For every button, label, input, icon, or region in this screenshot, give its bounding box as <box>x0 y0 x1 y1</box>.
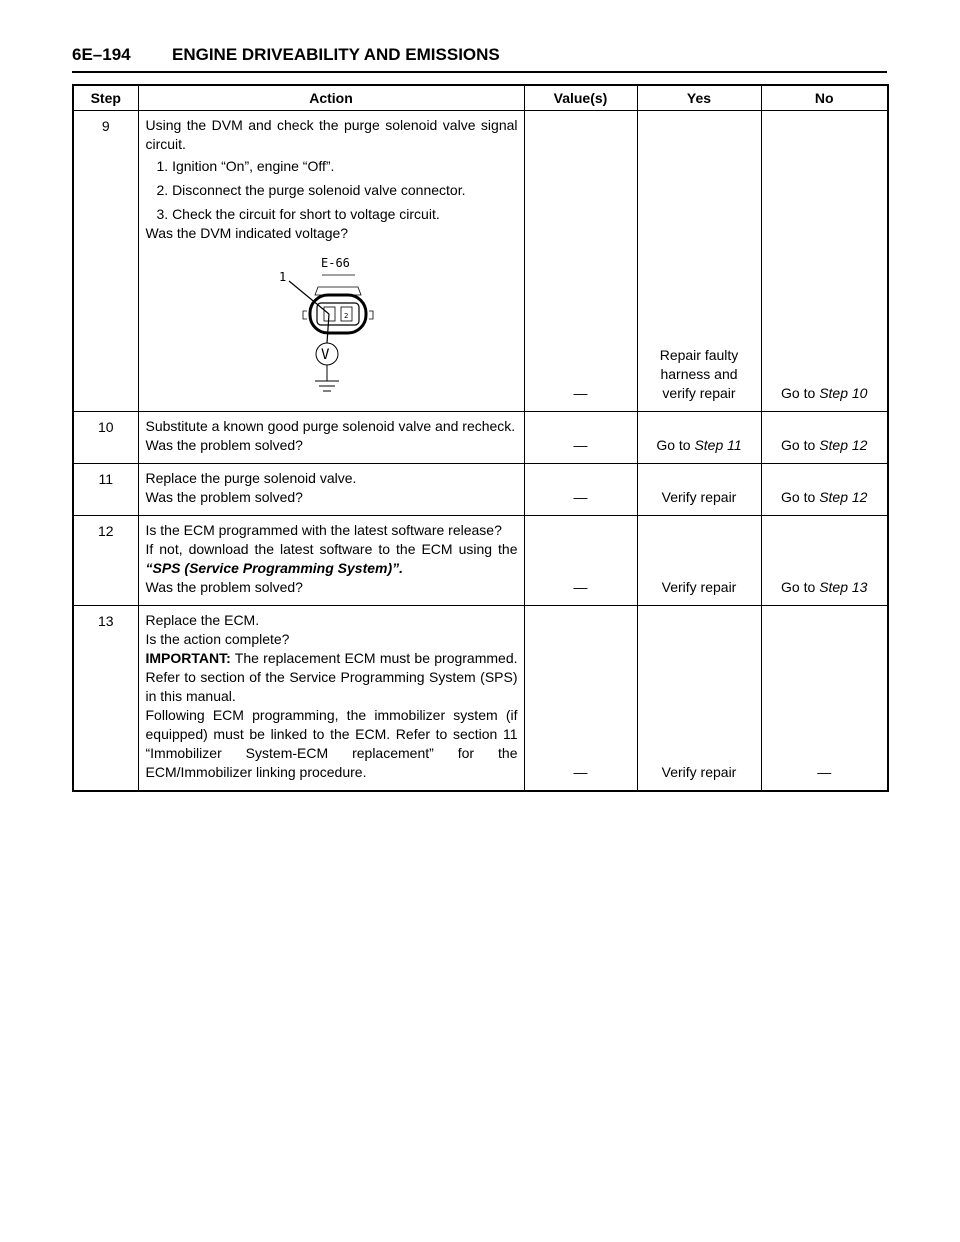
step-number: 10 <box>73 412 138 464</box>
no-cell <box>761 412 888 464</box>
step-number: 9 <box>73 111 138 412</box>
action-cell <box>138 516 524 606</box>
action-text: Replace the ECM. <box>145 612 260 628</box>
values-cell: — <box>524 412 637 464</box>
step-reference: Step 13 <box>819 579 868 595</box>
action-question: Is the action complete? <box>145 631 290 647</box>
table-row-step-10 <box>73 412 888 464</box>
values-cell: — <box>524 516 637 606</box>
table-row-step-11 <box>73 464 888 516</box>
no-prefix: Go to <box>781 579 820 595</box>
pin-2-label: 2 <box>343 312 348 320</box>
action-text: Is the ECM programmed with the latest software release? <box>145 522 502 538</box>
list-item: 2. Disconnect the purge solenoid valve connector. <box>156 182 466 198</box>
step-reference: Step 11 <box>694 437 742 453</box>
header-line <box>72 44 887 66</box>
action-cell <box>138 111 524 412</box>
step-number: 12 <box>73 516 138 606</box>
action-question: Was the problem solved? <box>145 489 303 505</box>
column-header-values: Value(s) <box>524 85 637 111</box>
no-cell: — <box>761 606 888 792</box>
section-title: ENGINE DRIVEABILITY AND EMISSIONS <box>172 45 500 64</box>
column-header-yes: Yes <box>637 85 761 111</box>
no-prefix: Go to <box>781 489 820 505</box>
table-row-step-13 <box>73 606 888 792</box>
pin-1-label: 1 <box>278 270 286 284</box>
action-question: Was the DVM indicated voltage? <box>145 225 349 241</box>
values-cell: — <box>524 606 637 792</box>
step-number: 13 <box>73 606 138 792</box>
list-item: 3. Check the circuit for short to voltage circuit. <box>156 206 440 222</box>
action-text: Replace the purge solenoid valve. <box>145 470 357 486</box>
no-cell <box>761 111 888 412</box>
step-reference: Step 12 <box>819 437 868 453</box>
no-cell <box>761 464 888 516</box>
yes-text: Repair faulty harness and verify repair <box>659 347 739 401</box>
action-cell <box>138 464 524 516</box>
action-intro: Using the DVM and check the purge solenoid valve signal circuit. <box>145 117 518 152</box>
column-header-action: Action <box>138 85 524 111</box>
values-cell: — <box>524 111 637 412</box>
header-rule <box>72 71 887 73</box>
no-prefix: Go to <box>781 385 820 401</box>
pin-1-terminal <box>324 307 335 321</box>
column-header-step: Step <box>73 85 138 111</box>
action-instruction <box>146 540 518 578</box>
column-header-no: No <box>761 85 888 111</box>
yes-prefix: Go to <box>656 437 695 453</box>
yes-cell: Verify repair <box>637 464 761 516</box>
action-cell <box>138 412 524 464</box>
values-cell: — <box>524 464 637 516</box>
important-label: IMPORTANT: <box>145 650 231 666</box>
diagnostic-steps-table <box>72 84 889 792</box>
important-text: The replacement ECM must be programmed. Refer to section of the Service Programming System (SPS) in this manual. <box>145 650 518 704</box>
yes-cell: Verify repair <box>637 516 761 606</box>
yes-cell <box>637 412 761 464</box>
action-text: Substitute a known good purge solenoid valve and recheck. <box>145 418 516 434</box>
voltmeter-label: V <box>320 347 329 363</box>
action-cell <box>138 606 524 792</box>
connector-diagram <box>274 251 384 403</box>
connector-body <box>310 295 366 333</box>
step-reference: Step 10 <box>819 385 868 401</box>
page-number: 6E–194 <box>72 45 131 64</box>
no-prefix: Go to <box>781 437 820 453</box>
table-row-step-12 <box>73 516 888 606</box>
no-cell <box>761 516 888 606</box>
page-header <box>72 44 887 73</box>
sps-reference: “SPS (Service Programming System)”. <box>145 560 404 576</box>
list-item: 1. Ignition “On”, engine “Off”. <box>156 158 335 174</box>
action-question: Was the problem solved? <box>145 437 303 453</box>
yes-cell <box>637 111 761 412</box>
step-reference: Step 12 <box>819 489 868 505</box>
action-question: Was the problem solved? <box>145 579 303 595</box>
important-note <box>146 649 518 706</box>
step-number: 11 <box>73 464 138 516</box>
table-header-row <box>73 85 888 111</box>
action-procedure-list <box>146 157 518 224</box>
action-instruction-text: If not, download the latest software to the ECM using the <box>145 541 518 557</box>
table-row-step-9 <box>73 111 888 412</box>
yes-cell: Verify repair <box>637 606 761 792</box>
connector-label: E-66 <box>320 256 350 270</box>
action-text: Following ECM programming, the immobilizer system (if equipped) must be linked to the ECM. Refer to section 11 “Immobilizer System-ECM replacement” for the ECM/Immobilizer linking procedure. <box>145 707 518 780</box>
